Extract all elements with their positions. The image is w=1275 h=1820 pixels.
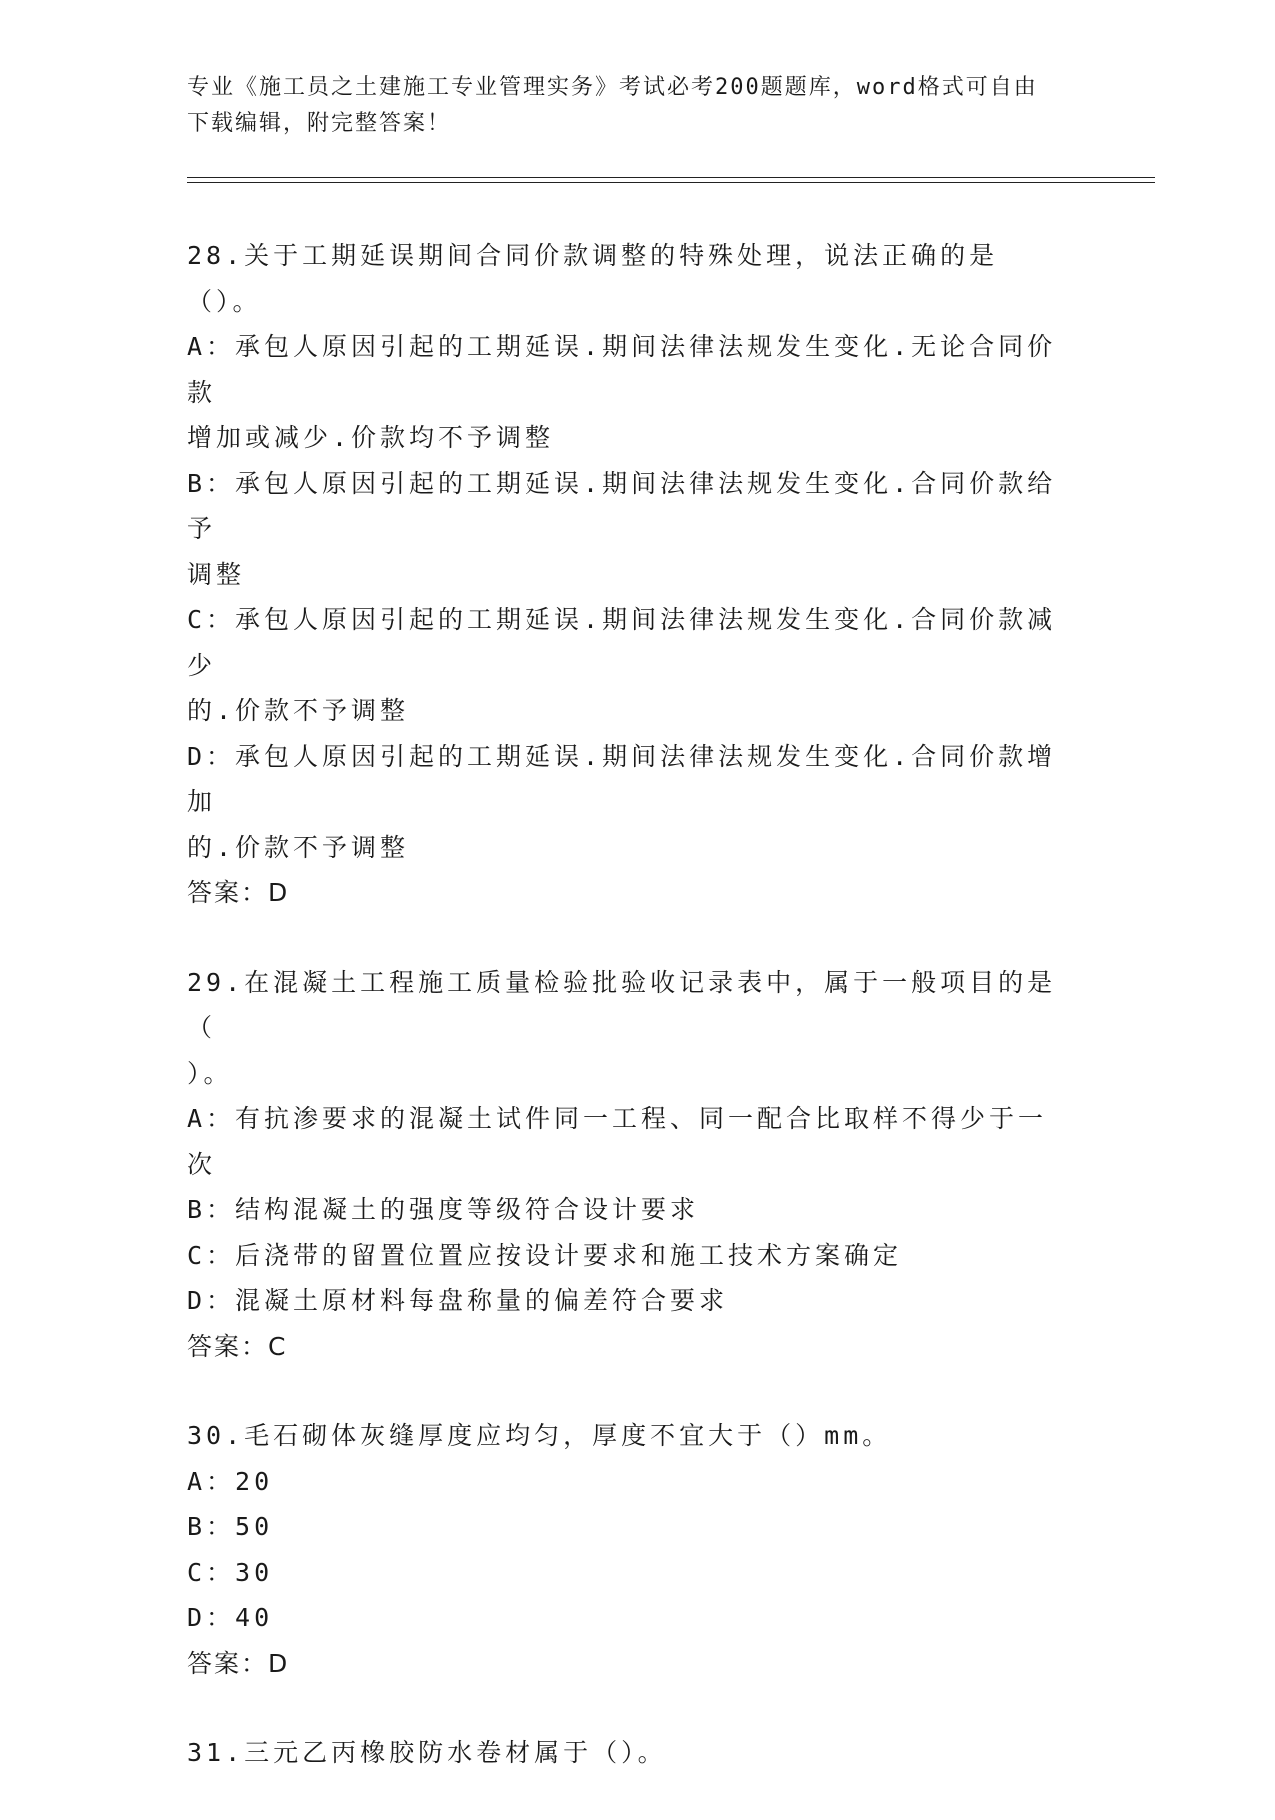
option-text: A：有抗渗要求的混凝土试件同一工程、同一配合比取样不得少于一次 xyxy=(187,1104,1048,1179)
question-stem: ）。 xyxy=(187,1058,233,1088)
question-stem: 28.关于工期延误期间合同价款调整的特殊处理，说法正确的是（）。 xyxy=(187,241,999,316)
question-stem: 29.在混凝土工程施工质量检验批验收记录表中，属于一般项目的是（ xyxy=(187,967,1057,1042)
header-divider-top xyxy=(187,177,1155,178)
question-stem: 30.毛石砌体灰缝厚度应均匀，厚度不宜大于（）mm。 xyxy=(187,1421,892,1450)
option-text: D：混凝土原材料每盘称量的偏差符合要求 xyxy=(187,1286,729,1315)
header-divider-bottom xyxy=(187,182,1155,183)
question-stem: 31.三元乙丙橡胶防水卷材属于（）。 xyxy=(187,1738,667,1767)
question-block xyxy=(187,1730,1067,1776)
option-text: 的.价款不予调整 xyxy=(187,832,410,862)
answer-line: 答案：D xyxy=(187,1648,290,1678)
option-text: D：40 xyxy=(187,1603,274,1632)
option-text: 调整 xyxy=(187,559,246,589)
option-text: C：后浇带的留置位置应按设计要求和施工技术方案确定 xyxy=(187,1240,903,1270)
answer-line: 答案：C xyxy=(187,1331,288,1361)
option-text: 增加或减少.价款均不予调整 xyxy=(187,423,555,452)
header-title-line-1: 专业《施工员之土建施工专业管理实务》考试必考200题题库，word格式可自由 xyxy=(187,75,1038,100)
option-text: B：结构混凝土的强度等级符合设计要求 xyxy=(187,1195,700,1224)
question-block xyxy=(187,1413,1067,1686)
question-block xyxy=(187,960,1067,1370)
question-block xyxy=(187,233,1067,916)
question-list xyxy=(187,233,1067,1820)
option-text: B：承包人原因引起的工期延误.期间法律法规发生变化.合同价款给予 xyxy=(187,468,1057,543)
option-text: B：50 xyxy=(187,1512,274,1541)
option-text: C：30 xyxy=(187,1557,274,1587)
option-text: A：承包人原因引起的工期延误.期间法律法规发生变化.无论合同价款 xyxy=(187,332,1057,407)
header-title-line-2: 下载编辑，附完整答案！ xyxy=(187,111,452,136)
option-text: A：20 xyxy=(187,1466,274,1496)
document-header xyxy=(187,70,1087,142)
option-text: D：承包人原因引起的工期延误.期间法律法规发生变化.合同价款增加 xyxy=(187,741,1057,816)
option-text: C：承包人原因引起的工期延误.期间法律法规发生变化.合同价款减少 xyxy=(187,605,1057,680)
answer-line: 答案：D xyxy=(187,878,290,907)
option-text: 的.价款不予调整 xyxy=(187,696,410,725)
